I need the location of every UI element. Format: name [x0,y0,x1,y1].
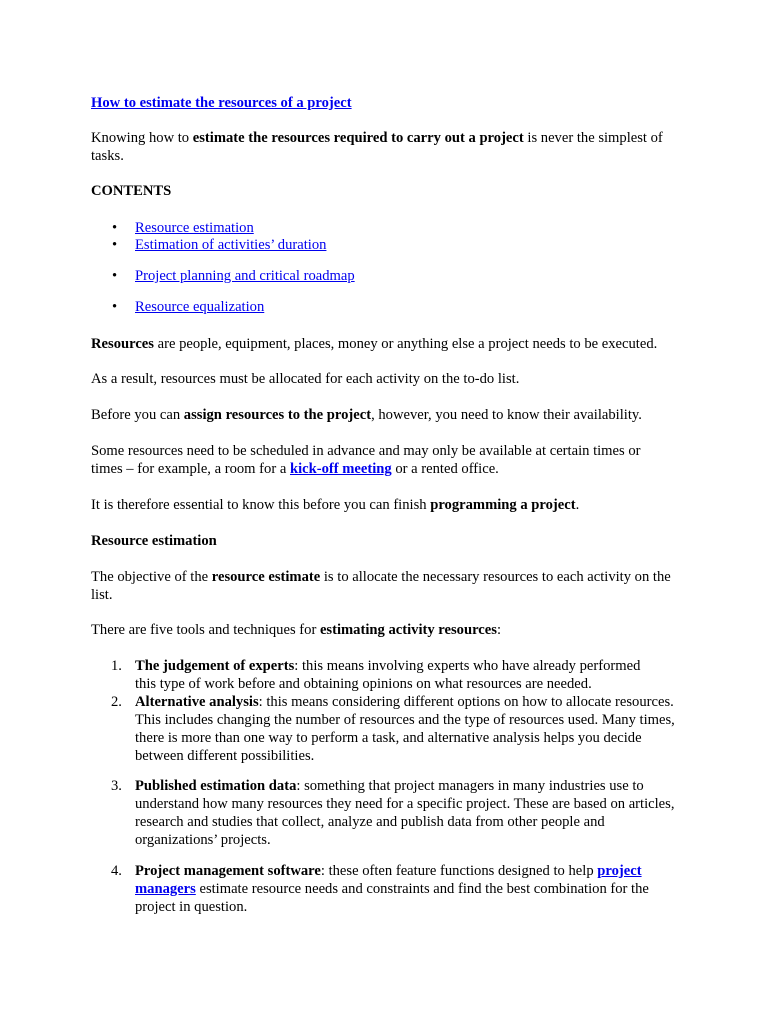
section-heading-text: Resource estimation [91,533,217,549]
objective-text-end: is to allocate the necessary resources to each activity on the list. [91,569,671,603]
objective-bold: resource estimate [211,569,321,585]
item-bold: Alternative analysis [135,694,259,710]
item-number: 4. [111,863,122,879]
some-resources-paragraph [91,442,671,478]
item-body: : these often feature functions designed to help [320,863,598,879]
item-body: : something that project managers in many industries use to understand how many resources they need for a specific project. These are based on articles, research and studies that collect, analyze and publish data from other people and organizations’ projects. [135,778,675,848]
item-bold: Project management software [135,863,321,879]
item-number: 2. [111,694,122,710]
item-body: : this means involving experts who have already performed this type of work before and obtaining opinions on what resources are needed. [135,658,641,692]
item-text [135,862,675,916]
item-text [135,693,675,765]
contents-link-resource-estimation[interactable]: Resource estimation [135,220,254,236]
item-bold: The judgement of experts [135,658,295,674]
assign-text: Before you can [91,407,184,423]
five-bold: estimating activity resources [319,622,497,638]
contents-heading-text: CONTENTS [91,183,172,199]
item-body: : this means considering different options on how to allocate resources. This includes changing the number of resources and the type of resources used. Many times, there is more than one way to perform a task, and alternative analysis helps you decide between different possibilities. [135,694,675,764]
intro-bold: estimate the resources required to carry out a project [192,130,524,146]
assign-text-end: , however, you need to know their availability. [371,407,642,423]
resources-paragraph [91,335,691,353]
item-text [135,777,675,849]
kickoff-meeting-link[interactable]: kick-off meeting [289,461,392,477]
project-managers-link[interactable]: project managers [135,863,642,897]
bullet-icon: • [112,220,118,236]
bullet-icon: • [112,237,118,253]
intro-text-end: is never the simplest of tasks. [91,130,663,164]
objective-text: The objective of the [91,569,212,585]
essential-bold: programming a project [430,497,576,513]
five-text-end: : [496,622,501,638]
assign-paragraph [91,406,691,424]
essential-paragraph [91,496,691,514]
bullet-icon: • [112,268,118,284]
title-paragraph [91,94,691,112]
essential-text-end: . [575,497,580,513]
item-bold: Published estimation data [135,778,297,794]
objective-paragraph [91,568,676,604]
assign-bold: assign resources to the project [183,407,372,423]
five-tools-paragraph [91,621,691,639]
resources-bold: Resources [91,336,154,352]
contents-link-activities-duration[interactable]: Estimation of activities’ duration [135,237,327,253]
contents-link-resource-equalization[interactable]: Resource equalization [135,299,265,315]
result-paragraph: As a result, resources must be allocated for each activity on the to-do list. [91,371,520,387]
resources-text: are people, equipment, places, money or anything else a project needs to be executed. [153,336,658,352]
intro-text: Knowing how to [91,130,193,146]
item-number: 1. [111,658,122,674]
intro-paragraph [91,129,691,165]
item-text [135,657,665,693]
five-text: There are five tools and techniques for [91,622,320,638]
some-text: Some resources need to be scheduled in advance and may only be available at certain times or times – for example, a room for a [91,443,641,477]
essential-text: It is therefore essential to know this before you can finish [91,497,431,513]
some-text-end: or a rented office. [391,461,499,477]
contents-link-project-planning[interactable]: Project planning and critical roadmap [135,268,355,284]
item-number: 3. [111,778,122,794]
title-link[interactable]: How to estimate the resources of a project [91,95,352,111]
bullet-icon: • [112,299,118,315]
item-body-end: estimate resource needs and constraints and find the best combination for the project in question. [135,881,649,915]
contents-heading [91,182,691,200]
section-heading [91,532,691,550]
